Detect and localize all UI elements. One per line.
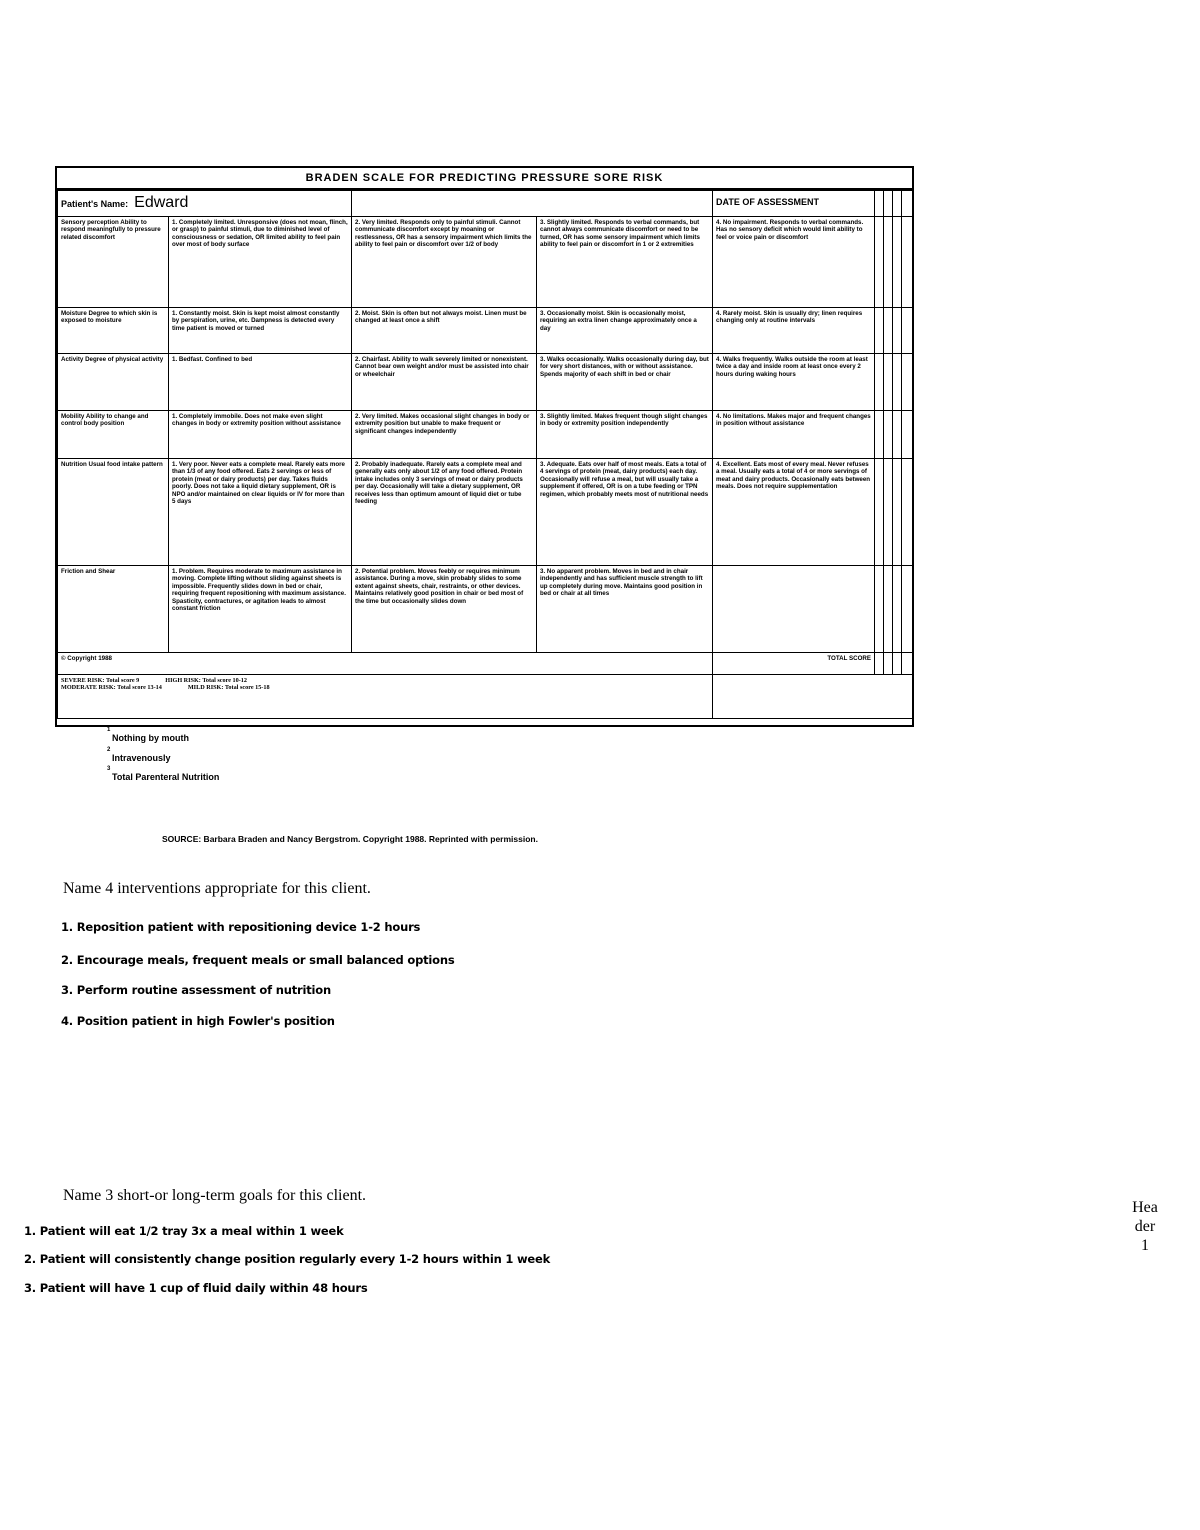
row-option: 2. Potential problem. Moves feebly or requires minimum assistance. During a move, skin probably slides to some extent against sheets, chair, restraints, or other devices. Maintains relatively good position in chair or bed most of the time but occasionally slides down bbox=[352, 566, 537, 653]
patient-name-value: Edward bbox=[134, 194, 189, 211]
row-option: 2. Probably inadequate. Rarely eats a complete meal and generally eats only about 1/2 of any food offered. Protein intake includes only 3 servings of meat or dairy products per day. Occasionally will take a dietary supplement, OR receives less than optimum amount of liquid diet or tube feeding bbox=[352, 459, 537, 566]
score-cell bbox=[884, 411, 893, 459]
score-cell bbox=[902, 566, 913, 653]
row-category: Mobility Ability to change and control body position bbox=[58, 411, 169, 459]
score-cell bbox=[893, 411, 902, 459]
date-of-assessment-header: DATE OF ASSESSMENT bbox=[713, 191, 875, 217]
intervention-answer: 2. Encourage meals, frequent meals or small balanced options bbox=[61, 953, 455, 967]
total-cell bbox=[893, 653, 902, 675]
row-option: 2. Moist. Skin is often but not always moist. Linen must be changed at least once a shift bbox=[352, 308, 537, 354]
row-option: 4. No limitations. Makes major and frequent changes in position without assistance bbox=[713, 411, 875, 459]
row-option: 3. Slightly limited. Responds to verbal commands, but cannot always communicate discomfort or need to be turned, OR has some sensory impairment which limits ability to feel pain or discomfort in 1 or 2 extremities bbox=[537, 217, 713, 308]
score-cell bbox=[893, 217, 902, 308]
row-option: 2. Chairfast. Ability to walk severely limited or nonexistent. Cannot bear own weight and/or must be assisted into chair or wheelchair bbox=[352, 354, 537, 411]
blank-header-cell bbox=[352, 191, 713, 217]
interventions-question: Name 4 interventions appropriate for this client. bbox=[63, 880, 371, 897]
footnote: 3 Total Parenteral Nutrition bbox=[107, 766, 220, 782]
row-option: 4. Excellent. Eats most of every meal. Never refuses a meal. Usually eats a total of 4 or more servings of meat and dairy products. Occasionally eats between meals. Does not require supplementation bbox=[713, 459, 875, 566]
score-cell bbox=[875, 217, 884, 308]
intervention-answer: 4. Position patient in high Fowler's position bbox=[61, 1014, 335, 1028]
score-cell bbox=[875, 411, 884, 459]
row-option: 3. Walks occasionally. Walks occasionally during day, but for very short distances, with or without assistance. Spends majority of each shift in bed or chair bbox=[537, 354, 713, 411]
score-cell bbox=[884, 566, 893, 653]
goal-answer: 3. Patient will have 1 cup of fluid daily within 48 hours bbox=[24, 1281, 368, 1295]
row-option: 1. Completely limited. Unresponsive (does not moan, flinch, or grasp) to painful stimuli, due to diminished level of consciousness or sedation, OR limited ability to feel pain over most of body surface bbox=[169, 217, 352, 308]
date-column bbox=[884, 191, 893, 217]
row-option bbox=[713, 566, 875, 653]
score-cell bbox=[902, 308, 913, 354]
score-cell bbox=[893, 308, 902, 354]
date-column bbox=[875, 191, 884, 217]
score-cell bbox=[893, 459, 902, 566]
row-option: 1. Completely immobile. Does not make even slight changes in body or extremity position without assistance bbox=[169, 411, 352, 459]
goals-question: Name 3 short-or long-term goals for this client. bbox=[63, 1187, 367, 1204]
intervention-answer: 1. Reposition patient with repositioning device 1-2 hours bbox=[61, 920, 421, 934]
row-option: 4. No impairment. Responds to verbal commands. Has no sensory deficit which would limit ability to feel or voice pain or discomfort bbox=[713, 217, 875, 308]
score-cell bbox=[893, 566, 902, 653]
row-option: 3. Adequate. Eats over half of most meals. Eats a total of 4 servings of protein (meat, dairy products) each day. Occasionally will refuse a meal, but will usually take a supplement if offered, OR is on a tube feeding or TPN regimen, which probably meets most of nutritional needs bbox=[537, 459, 713, 566]
total-cell bbox=[884, 653, 893, 675]
score-cell bbox=[875, 354, 884, 411]
risk-blank-cell bbox=[713, 675, 913, 719]
page-header-label: Hea der 1 bbox=[1132, 1199, 1158, 1254]
score-cell bbox=[884, 459, 893, 566]
total-score-label: TOTAL SCORE bbox=[713, 653, 875, 675]
row-option: 1. Very poor. Never eats a complete meal. Rarely eats more than 1/3 of any food offered. Eats 2 servings or less of protein (meat or dairy products) per day. Takes fluids poorly. Does not take a liquid dietary supplement, OR is NPO and/or maintained on clear liquids or IV for more than 5 days bbox=[169, 459, 352, 566]
source-citation: SOURCE: Barbara Braden and Nancy Bergstrom. Copyright 1988. Reprinted with permission. bbox=[162, 834, 538, 844]
row-option: 1. Bedfast. Confined to bed bbox=[169, 354, 352, 411]
row-option: 4. Rarely moist. Skin is usually dry; linen requires changing only at routine intervals bbox=[713, 308, 875, 354]
row-option: 2. Very limited. Responds only to painful stimuli. Cannot communicate discomfort except by moaning or restlessness, OR has a sensory impairment which limits the ability to feel pain or discomfort over 1/2 of body bbox=[352, 217, 537, 308]
intervention-answer: 3. Perform routine assessment of nutrition bbox=[61, 983, 331, 997]
row-option: 3. Occasionally moist. Skin is occasionally moist, requiring an extra linen change approximately once a day bbox=[537, 308, 713, 354]
row-option: 2. Very limited. Makes occasional slight changes in body or extremity position but unable to make frequent or significant changes independently bbox=[352, 411, 537, 459]
row-category: Moisture Degree to which skin is exposed to moisture bbox=[58, 308, 169, 354]
row-option: 3. No apparent problem. Moves in bed and in chair independently and has sufficient muscle strength to lift up completely during move. Maintains good position in bed or chair at all times bbox=[537, 566, 713, 653]
risk-legend: SEVERE RISK: Total score 9 HIGH RISK: Total score 10-12 MODERATE RISK: Total score 13-14 MILD RISK: Total score 15-18 bbox=[58, 675, 713, 719]
row-category: Nutrition Usual food intake pattern bbox=[58, 459, 169, 566]
date-column bbox=[902, 191, 913, 217]
score-cell bbox=[902, 411, 913, 459]
patient-name-field: Patient's Name: Edward bbox=[58, 191, 352, 217]
score-cell bbox=[902, 354, 913, 411]
row-option: 1. Problem. Requires moderate to maximum assistance in moving. Complete lifting without sliding against sheets is impossible. Frequently slides down in bed or chair, requiring frequent repositioning with maximum assistance. Spasticity, contractures, or agitation leads to almost constant friction bbox=[169, 566, 352, 653]
copyright-cell: © Copyright 1988 bbox=[58, 653, 713, 675]
row-option: 4. Walks frequently. Walks outside the room at least twice a day and inside room at least once every 2 hours during waking hours bbox=[713, 354, 875, 411]
score-cell bbox=[884, 308, 893, 354]
score-cell bbox=[893, 354, 902, 411]
total-cell bbox=[875, 653, 884, 675]
score-cell bbox=[875, 566, 884, 653]
score-cell bbox=[902, 459, 913, 566]
braden-table bbox=[57, 190, 913, 719]
row-category: Sensory perception Ability to respond meaningfully to pressure related discomfort bbox=[58, 217, 169, 308]
row-option: 3. Slightly limited. Makes frequent though slight changes in body or extremity position independently bbox=[537, 411, 713, 459]
score-cell bbox=[902, 217, 913, 308]
row-category: Friction and Shear bbox=[58, 566, 169, 653]
score-cell bbox=[884, 354, 893, 411]
row-category: Activity Degree of physical activity bbox=[58, 354, 169, 411]
score-cell bbox=[875, 459, 884, 566]
total-cell bbox=[902, 653, 913, 675]
date-column bbox=[893, 191, 902, 217]
braden-scale-form bbox=[55, 166, 914, 727]
score-cell bbox=[884, 217, 893, 308]
goal-answer: 1. Patient will eat 1/2 tray 3x a meal within 1 week bbox=[24, 1224, 344, 1238]
braden-title: BRADEN SCALE FOR PREDICTING PRESSURE SORE RISK bbox=[57, 168, 912, 190]
score-cell bbox=[875, 308, 884, 354]
footnote: 2 Intravenously bbox=[107, 747, 171, 763]
goal-answer: 2. Patient will consistently change position regularly every 1-2 hours within 1 week bbox=[24, 1252, 551, 1266]
row-option: 1. Constantly moist. Skin is kept moist almost constantly by perspiration, urine, etc. Dampness is detected every time patient is moved or turned bbox=[169, 308, 352, 354]
footnote: 1 Nothing by mouth bbox=[107, 727, 189, 743]
